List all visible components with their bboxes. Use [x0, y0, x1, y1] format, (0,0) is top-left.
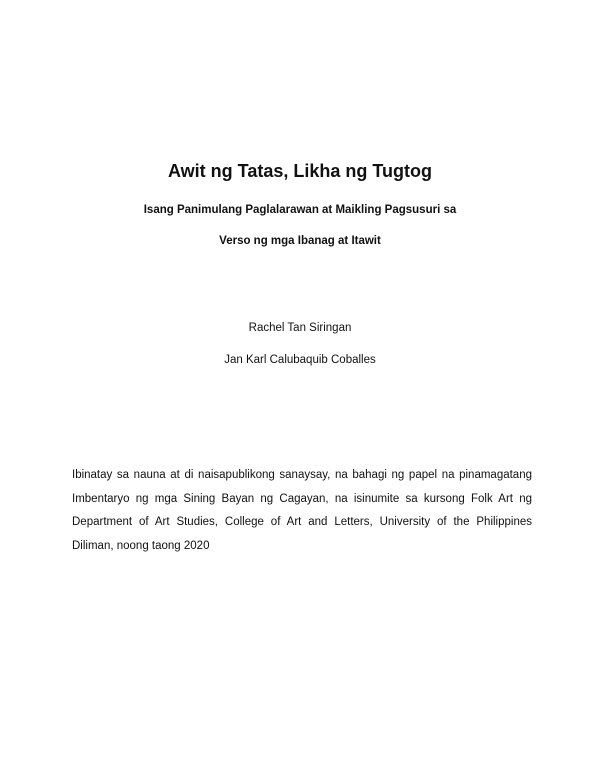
- document-title: Awit ng Tatas, Likha ng Tugtog: [168, 161, 432, 181]
- author-2: Jan Karl Calubaquib Coballes: [224, 354, 376, 366]
- publication-note: [72, 464, 532, 558]
- note-line-3: Department of Art Studies, College of Art and Letters, University of the Philippines: [72, 516, 532, 528]
- note-line-4: Diliman, noong taong 2020: [72, 539, 210, 552]
- author-1: Rachel Tan Siringan: [248, 322, 352, 334]
- note-line-2: Imbentaryo ng mga Sining Bayan ng Cagayan, na isinumite sa kursong Folk Art ng: [72, 492, 532, 505]
- subtitle-line-1: Isang Panimulang Paglalarawan at Maikling Pagsusuri sa: [143, 204, 457, 216]
- subtitle-line-2: Verso ng mga Ibanag at Itawit: [219, 235, 381, 247]
- note-line-1: Ibinatay sa nauna at di naisapublikong sanaysay, na bahagi ng papel na pinamagatang: [72, 469, 532, 481]
